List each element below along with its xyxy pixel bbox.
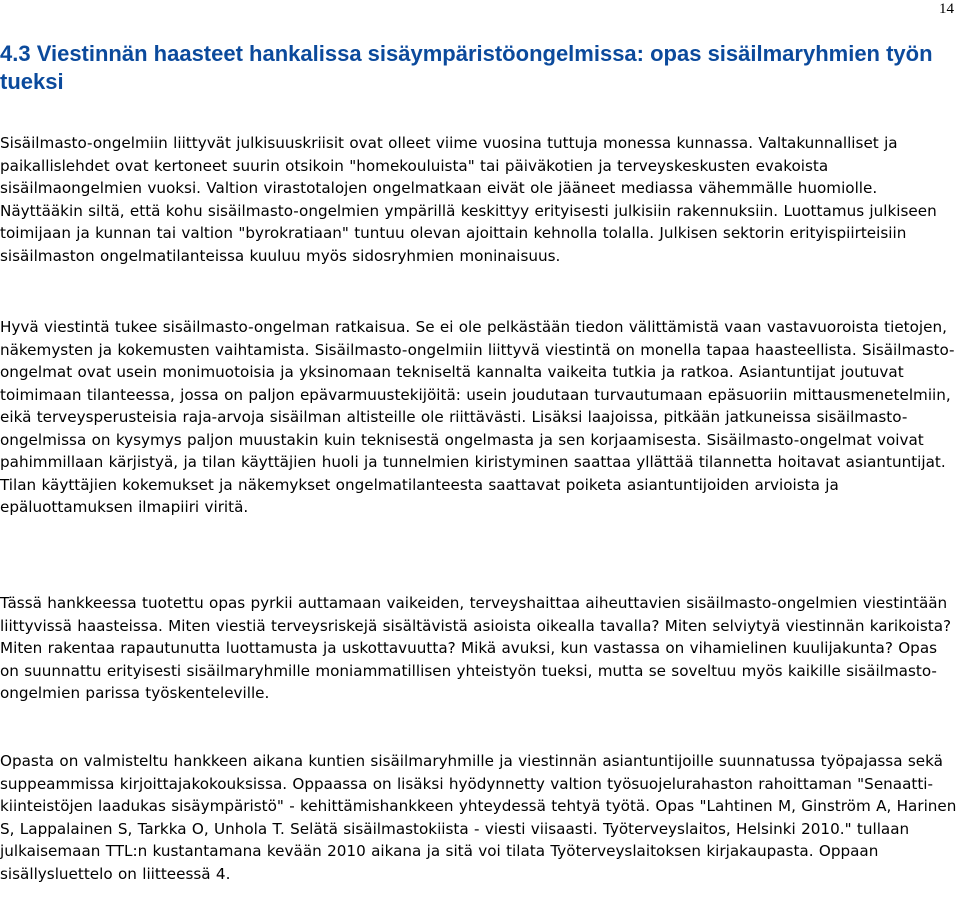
section-heading: 4.3 Viestinnän haasteet hankalissa sisäympäristöongelmissa: opas sisäilmaryhmien työn tueksi — [0, 41, 933, 94]
paragraph-media-crises: Sisäilmasto-ongelmiin liittyvät julkisuuskriisit ovat olleet viime vuosina tuttuja monessa kunnassa. Valtakunnalliset ja paikallislehdet ovat kertoneet suurin otsikoin "homekouluista" tai päiväkotien ja terveyskeskusten evakoista sisäilmaongelmien vuoksi. Valtion virastotalojen ongelmatkaan eivät ole jääneet mediassa vähemmälle huomiolle. Näyttääkin siltä, että kohu sisäilmasto-ongelmien ympärillä keskittyy erityisesti julkisiin rakennuksiin. Luottamus julkiseen toimijaan ja kunnan tai valtion "byrokratiaan" tuntuu olevan ajoittain kehnolla tolalla. Julkisen sektorin erityispiirteisiin sisäilmaston ongelmatilanteissa kuuluu myös sidosryhmien moninaisuus. — [0, 134, 937, 265]
paragraph-guide-preparation: Opasta on valmisteltu hankkeen aikana kuntien sisäilmaryhmille ja viestinnän asiantuntijoille suunnatussa työpajassa sekä suppeammissa kirjoittajakokouksissa. Oppaassa on lisäksi hyödynnetty valtion työsuojelurahaston rahoittaman "Senaatti-kiinteistöjen laadukas sisäympäristö" - kehittämishankkeen yhteydessä tehtyä työtä. Opas "Lahtinen M, Ginström A, Harinen S, Lappalainen S, Tarkka O, Unhola T. Selätä sisäilmastokiista - viesti viisaasti. Työterveyslaitos, Helsinki 2010." tullaan julkaisemaan TTL:n kustantamana kevään 2010 aikana ja sitä voi tilata Työterveyslaitoksen kirjakaupasta. Oppaan sisällysluettelo on liitteessä 4. — [0, 752, 957, 883]
paragraph-guide-purpose: Tässä hankkeessa tuotettu opas pyrkii auttamaan vaikeiden, terveyshaittaa aiheuttavien sisäilmasto-ongelmien viestintään liittyvissä haasteissa. Miten viestiä terveysriskejä sisältävistä asioista oikealla tavalla? Miten selviytyä viestinnän karikoista? Miten rakentaa rapautunutta luottamusta ja uskottavuutta? Mikä avuksi, kun vastassa on vihamielinen kuulijakunta? Opas on suunnattu erityisesti sisäilmaryhmille moniammatillisen yhteistyön tueksi, mutta se soveltuu myös kaikille sisäilmasto-ongelmien parissa työskenteleville. — [0, 594, 952, 702]
page-number: 14 — [939, 1, 954, 17]
paragraph-communication-challenges: Hyvä viestintä tukee sisäilmasto-ongelman ratkaisua. Se ei ole pelkästään tiedon välittämistä vaan vastavuoroista tietojen, näkemysten ja kokemusten vaihtamista. Sisäilmasto-ongelmiin liittyvä viestintä on monella tapaa haasteellista. Sisäilmasto-ongelmat ovat usein monimuotoisia ja yksinomaan tekniseltä kannalta vaikeita tutkia ja ratkoa. Asiantuntijat joutuvat toimimaan tilanteessa, jossa on paljon epävarmuustekijöitä: usein joudutaan turvautumaan epäsuoriin mittausmenetelmiin, eikä terveysperusteisia raja-arvoja sisäilman altisteille ole riittävästi. Lisäksi laajoissa, pitkään jatkuneissa sisäilmasto-ongelmissa on kysymys paljon muustakin kuin teknisestä ongelmasta ja sen korjaamisesta. Sisäilmasto-ongelmat voivat pahimmillaan kärjistyä, ja tilan käyttäjien huoli ja tunnelmien kiristyminen saattaa yllättää tilannetta hoitavat asiantuntijat. Tilan käyttäjien kokemukset ja näkemykset ongelmatilanteesta saattavat poiketa asiantuntijoiden arvioista ja epäluottamuksen ilmapiiri viritä. — [0, 318, 955, 516]
